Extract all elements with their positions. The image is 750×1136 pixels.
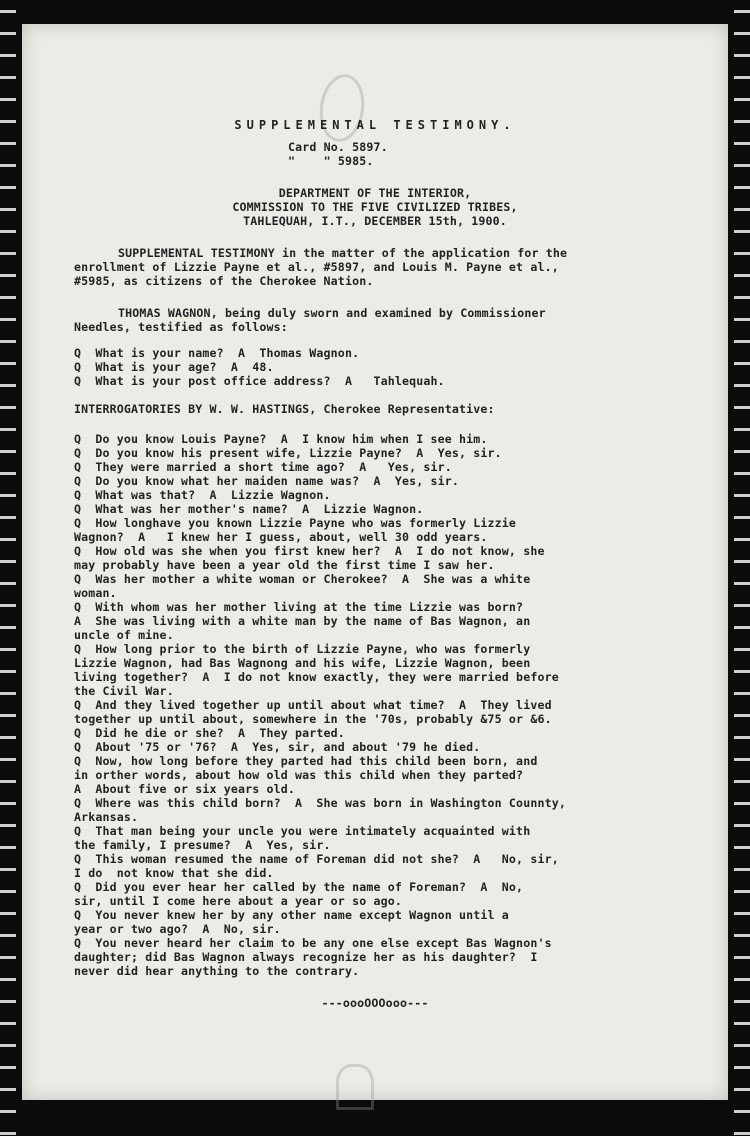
testimony-line: Q Was her mother a white woman or Cherokee? A She was a white <box>74 572 531 586</box>
faded-stamp-mark <box>315 71 368 144</box>
testimony-line: Wagnon? A I knew her I guess, about, well 30 odd years. <box>74 530 488 544</box>
commission-line: COMMISSION TO THE FIVE CIVILIZED TRIBES, <box>232 200 518 214</box>
testimony-line: Q What was her mother's name? A Lizzie Wagnon. <box>74 502 424 516</box>
testimony-line: A About five or six years old. <box>74 782 296 796</box>
end-mark: ---oooOOOooo--- <box>321 996 429 1010</box>
testimony-line: may probably have been a year old the first time I saw her. <box>74 558 495 572</box>
testimony-line: Q Do you know his present wife, Lizzie Payne? A Yes, sir. <box>74 446 502 460</box>
testimony-line: in orther words, about how old was this child when they parted? <box>74 768 524 782</box>
intro-line: SUPPLEMENTAL TESTIMONY in the matter of the application for the <box>118 246 568 260</box>
testimony-line: Q How longhave you known Lizzie Payne who was formerly Lizzie <box>74 516 517 530</box>
document-title: SUPPLEMENTAL TESTIMONY. <box>234 118 516 132</box>
testimony-line: year or two ago? A No, sir. <box>74 922 281 936</box>
testimony-line: Q With whom was her mother living at the time Lizzie was born? <box>74 600 524 614</box>
testimony-line: the family, I presume? A Yes, sir. <box>74 838 331 852</box>
testimony-line: never did hear anything to the contrary. <box>74 964 360 978</box>
place-date-line: TAHLEQUAH, I.T., DECEMBER 15th, 1900. <box>243 214 507 228</box>
testimony-line: Q And they lived together up until about what time? A They lived <box>74 698 552 712</box>
testimony-line: Q You never knew her by any other name except Wagnon until a <box>74 908 509 922</box>
testimony-line: Q This woman resumed the name of Foreman did not she? A No, sir, <box>74 852 559 866</box>
film-perforation-right <box>734 0 750 1136</box>
testimony-line: A She was living with a white man by the name of Bas Wagnon, an <box>74 614 531 628</box>
testimony-line: Q Do you know Louis Payne? A I know him when I see him. <box>74 432 488 446</box>
testimony-line: Arkansas. <box>74 810 139 824</box>
testimony-line: Lizzie Wagnon, had Bas Wagnong and his wife, Lizzie Wagnon, been <box>74 656 531 670</box>
testimony-line: sir, until I come here about a year or so ago. <box>74 894 402 908</box>
testimony-line: Q Now, how long before they parted had this child been born, and <box>74 754 538 768</box>
interrogatories-heading: INTERROGATORIES BY W. W. HASTINGS, Cherokee Representative: <box>74 402 495 416</box>
testimony-line: Q How old was she when you first knew her? A I do not know, she <box>74 544 545 558</box>
card-number-1: Card No. 5897. <box>288 140 388 154</box>
card-number-2: " " 5985. <box>288 154 374 168</box>
testimony-line: I do not know that she did. <box>74 866 274 880</box>
witness-line: THOMAS WAGNON, being duly sworn and examined by Commissioner <box>118 306 546 320</box>
testimony-line: Q How long prior to the birth of Lizzie Payne, who was formerly <box>74 642 531 656</box>
intro-line: #5985, as citizens of the Cherokee Nation. <box>74 274 374 288</box>
department-line: DEPARTMENT OF THE INTERIOR, <box>278 186 472 200</box>
testimony-line: daughter; did Bas Wagnon always recognize her as his daughter? I <box>74 950 538 964</box>
testimony-line: living together? A I do not know exactly, they were married before <box>74 670 559 684</box>
testimony-line: Q What was that? A Lizzie Wagnon. <box>74 488 331 502</box>
testimony-line: woman. <box>74 586 117 600</box>
qa-line: Q What is your age? A 48. <box>74 360 274 374</box>
film-perforation-left <box>0 0 16 1136</box>
testimony-line: Q You never heard her claim to be any one else except Bas Wagnon's <box>74 936 552 950</box>
testimony-line: uncle of mine. <box>74 628 174 642</box>
testimony-line: Q That man being your uncle you were intimately acquainted with <box>74 824 531 838</box>
qa-line: Q What is your post office address? A Tahlequah. <box>74 374 445 388</box>
witness-line: Needles, testified as follows: <box>74 320 288 334</box>
testimony-line: together up until about, somewhere in the '70s, probably &75 or &6. <box>74 712 552 726</box>
intro-line: enrollment of Lizzie Payne et al., #5897, and Louis M. Payne et al., <box>74 260 559 274</box>
testimony-line: Q Did you ever hear her called by the name of Foreman? A No, <box>74 880 524 894</box>
testimony-line: the Civil War. <box>74 684 174 698</box>
testimony-line: Q Do you know what her maiden name was? A Yes, sir. <box>74 474 460 488</box>
testimony-line: Q Did he die or she? A They parted. <box>74 726 345 740</box>
testimony-line: Q About '75 or '76? A Yes, sir, and about '79 he died. <box>74 740 481 754</box>
testimony-line: Q They were married a short time ago? A Yes, sir. <box>74 460 452 474</box>
qa-line: Q What is your name? A Thomas Wagnon. <box>74 346 360 360</box>
faded-bottom-mark <box>336 1064 374 1110</box>
document-page <box>22 24 728 1100</box>
testimony-line: Q Where was this child born? A She was born in Washington Counnty, <box>74 796 566 810</box>
